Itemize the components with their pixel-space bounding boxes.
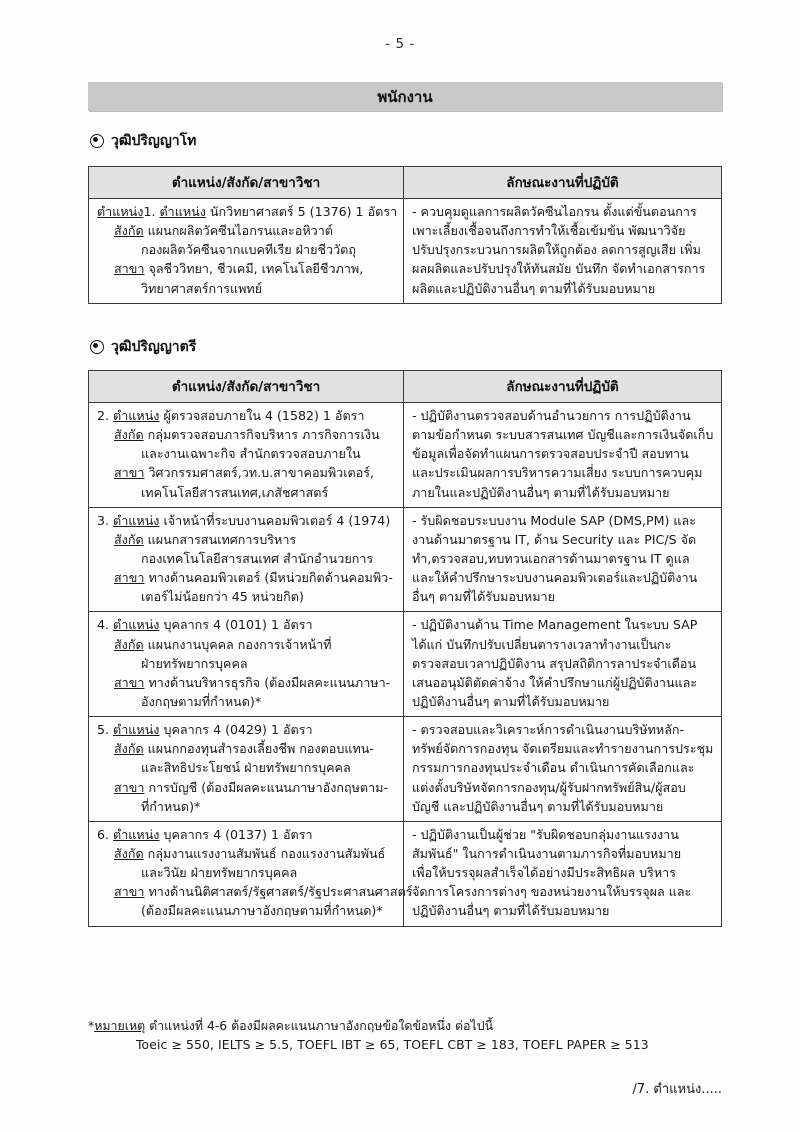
position-line: สาขา ทางด้านคอมพิวเตอร์ (มีหน่วยกิตด้านคอมพิว- bbox=[114, 570, 393, 586]
duty-line: กรรมการกองทุนประจำเดือน ดำเนินการคัดเลือกและ bbox=[412, 760, 695, 776]
duty-line: แต่งตั้งบริษัทจัดการกองทุน/ผู้รับฝากทรัพย์สิน/ผู้สอบ bbox=[412, 779, 686, 795]
cell-duty-details bbox=[404, 821, 722, 926]
position-line: 2. ตำแหน่ง ผู้ตรวจสอบภายใน 4 (1582) 1 อัตรา bbox=[97, 408, 365, 423]
duty-line: ภายในและปฏิบัติงานอื่นๆ ตามที่ได้รับมอบหมาย bbox=[412, 484, 670, 500]
position-line: สังกัด กลุ่มงานแรงงานสัมพันธ์ กองแรงงานสัมพันธ์ bbox=[114, 845, 386, 861]
page-continuation-note: /7. ตำแหน่ง..... bbox=[632, 1082, 722, 1097]
label-position: ตำแหน่ง bbox=[113, 408, 160, 423]
position-line: เตอร์ไม่น้อยกว่า 45 หน่วยกิต) bbox=[141, 589, 304, 605]
label-field: สาขา bbox=[114, 261, 145, 277]
bullet-heading-label: วุฒิปริญญาตรี bbox=[111, 339, 197, 355]
duty-line: ข้อมูลเพื่อจัดทำแผนการตรวจสอบประจำปี สอบทาน bbox=[412, 446, 689, 462]
cell-duty-details bbox=[404, 403, 722, 508]
item-number: 5. bbox=[97, 722, 114, 738]
table-header-row bbox=[89, 167, 722, 199]
duty-line: ได้แก่ บันทึกปรับเปลี่ยนตารางเวลาทำงานเป็นกะ bbox=[412, 636, 672, 652]
footnote-line bbox=[88, 1016, 649, 1035]
label-field: สาขา bbox=[114, 465, 145, 481]
label-field: สาขา bbox=[114, 674, 145, 690]
cell-duty-details bbox=[404, 612, 722, 717]
cell-duty-details bbox=[404, 717, 722, 822]
duty-line: ทรัพย์จัดการกองทุน จัดเตรียมและทำรายงานการประชุม bbox=[412, 741, 714, 757]
table-row bbox=[89, 612, 722, 717]
cell-position-details bbox=[89, 717, 404, 822]
label-position: ตำแหน่ง bbox=[113, 617, 160, 633]
label-affiliation: สังกัด bbox=[114, 531, 144, 547]
position-line: (ต้องมีผลคะแนนภาษาอังกฤษตามที่กำหนด)* bbox=[141, 903, 383, 919]
cell-position-details bbox=[89, 507, 404, 612]
duty-line: ปรับปรุงกระบวนการผลิตให้ถูกต้อง ลดการสูญเสีย เพิ่ม bbox=[412, 242, 701, 258]
position-line: อังกฤษตามที่กำหนด)* bbox=[141, 693, 262, 709]
footnote-marker: * bbox=[88, 1018, 95, 1033]
position-line: สาขา วิศวกรรมศาสตร์,วท.บ.สาขาคอมพิวเตอร์, bbox=[114, 465, 375, 481]
duty-line: - ควบคุมดูแลการผลิตวัคซีนไอกรน ตั้งแต่ขั้นตอนการ bbox=[412, 204, 697, 219]
cell-position-details bbox=[89, 612, 404, 717]
duty-line: และให้คำปรึกษาระบบงานคอมพิวเตอร์และปฏิบัติงาน bbox=[412, 570, 698, 586]
position-line: สาขา การบัญชี (ต้องมีผลคะแนนภาษาอังกฤษตาม- bbox=[114, 779, 389, 795]
bullet-heading-bachelor-degree bbox=[90, 336, 196, 358]
table-row bbox=[89, 717, 722, 822]
duty-line: จัดการโครงการต่างๆ ของหน่วยงานให้บรรจุผล และ bbox=[412, 884, 692, 900]
cell-duty-details bbox=[404, 199, 722, 304]
position-line: และงานเฉพาะกิจ สำนักตรวจสอบภายใน bbox=[141, 446, 361, 462]
footnote-text: ตำแหน่งที่ 4-6 ต้องมีผลคะแนนภาษาอังกฤษข้อใดข้อหนึ่ง ต่อไปนี้ bbox=[145, 1018, 494, 1033]
label-position: ตำแหน่ง bbox=[113, 826, 160, 842]
radio-bullet-icon bbox=[90, 340, 104, 354]
table-row bbox=[89, 403, 722, 508]
table-row bbox=[89, 507, 722, 612]
position-line: ฝ่ายทรัพยากรบุคคล bbox=[141, 655, 248, 671]
position-line: 6. ตำแหน่ง บุคลากร 4 (0137) 1 อัตรา bbox=[97, 826, 313, 842]
bullet-heading-label: วุฒิปริญญาโท bbox=[111, 133, 197, 149]
duty-line: ตรวจสอบเวลาปฏิบัติงาน สรุปสถิติการลาประจำเดือน bbox=[412, 655, 697, 671]
cell-position-details bbox=[89, 403, 404, 508]
duty-line: - รับผิดชอบระบบงาน Module SAP (DMS,PM) และ bbox=[412, 512, 697, 528]
position-line: เทคโนโลยีสารสนเทศ,เภสัชศาสตร์ bbox=[141, 484, 329, 500]
label-affiliation: สังกัด bbox=[114, 636, 144, 652]
duty-line: สัมพันธ์" ในการดำเนินงานตามภารกิจที่มอบหมาย bbox=[412, 845, 682, 861]
label-field: สาขา bbox=[114, 884, 145, 900]
item-number: 3. bbox=[97, 512, 114, 528]
table-master-degree-positions bbox=[88, 166, 722, 304]
item-number: 4. bbox=[97, 617, 114, 633]
field-line-cont: วิทยาศาสตร์การแพทย์ bbox=[141, 280, 263, 296]
column-header-duties: ลักษณะงานที่ปฏิบัติ bbox=[404, 167, 722, 199]
duty-line: - ปฏิบัติงานด้าน Time Management ในระบบ SAP bbox=[412, 617, 698, 633]
affiliation-line-cont: กองผลิตวัคซีนจากแบคทีเรีย ฝ่ายชีววัตถุ bbox=[141, 242, 356, 258]
duty-line: เสนออนุมัติตัดค่าจ้าง ให้คำปรึกษาแก่ผู้ปฏิบัติงานและ bbox=[412, 674, 698, 690]
section-banner-employee bbox=[88, 82, 722, 111]
duty-line: บัญชี และปฏิบัติงานอื่นๆ ตามที่ได้รับมอบหมาย bbox=[412, 798, 664, 814]
label-field: สาขา bbox=[114, 570, 145, 586]
line-text-1: 1. bbox=[143, 204, 160, 219]
label-affiliation: สังกัด bbox=[114, 427, 144, 443]
position-line: ที่กำหนด)* bbox=[141, 798, 201, 814]
label-affiliation: สังกัด bbox=[114, 223, 144, 239]
column-header-duties: ลักษณะงานที่ปฏิบัติ bbox=[404, 371, 722, 403]
position-line: กองเทคโนโลยีสารสนเทศ สำนักอำนวยการ bbox=[141, 550, 374, 566]
position-line: สังกัด กลุ่มตรวจสอบภารกิจบริหาร ภารกิจการเงิน bbox=[114, 427, 380, 443]
duty-line: - ปฏิบัติงานตรวจสอบด้านอำนวยการ การปฏิบัติงาน bbox=[412, 408, 691, 423]
cell-position-details bbox=[89, 821, 413, 926]
position-line: สาขา ทางด้านบริหารธุรกิจ (ต้องมีผลคะแนนภาษา- bbox=[114, 674, 391, 690]
section-banner-title: พนักงาน bbox=[377, 87, 433, 106]
label-position: ตำแหน่ง bbox=[159, 204, 206, 219]
cell-duty-details bbox=[404, 507, 722, 612]
field-line: สาขา จุลชีววิทยา, ชีวเคมี, เทคโนโลยีชีวภาพ, bbox=[114, 261, 364, 277]
position-line: สังกัด แผนกสารสนเทศการบริหาร bbox=[114, 531, 297, 547]
affiliation-line: สังกัด แผนกผลิตวัคซีนไอกรนและอหิวาต์ bbox=[114, 223, 333, 239]
position-line: 4. ตำแหน่ง บุคลากร 4 (0101) 1 อัตรา bbox=[97, 617, 313, 633]
duty-line: ทำ,ตรวจสอบ,ทบทวนเอกสารด้านมาตรฐาน IT ดูแล bbox=[412, 550, 690, 566]
duty-line: ผลผลิตและปรับปรุงให้ทันสมัย บันทึก จัดทำเอกสารการ bbox=[412, 261, 706, 277]
position-line: 3. ตำแหน่ง เจ้าหน้าที่ระบบงานคอมพิวเตอร์ 4 (1974) bbox=[97, 512, 391, 528]
table-header-row bbox=[89, 371, 722, 403]
label-position: ตำแหน่ง bbox=[113, 512, 160, 528]
duty-line: เพื่อให้บรรจุผลสำเร็จได้อย่างมีประสิทธิผล บริหาร bbox=[412, 865, 676, 881]
duty-line: อื่นๆ ตามที่ได้รับมอบหมาย bbox=[412, 589, 555, 605]
page-number: - 5 - bbox=[385, 36, 415, 52]
duty-line: ปฏิบัติงานอื่นๆ ตามที่ได้รับมอบหมาย bbox=[412, 903, 610, 919]
column-header-position: ตำแหน่ง/สังกัด/สาขาวิชา bbox=[89, 371, 404, 403]
duty-line: ตามข้อกำหนด ระบบสารสนเทศ บัญชีและการเงินจัดเก็บ bbox=[412, 427, 714, 443]
position-line: สาขา ทางด้านนิติศาสตร์/รัฐศาสตร์/รัฐประศาสนศาสตร์ bbox=[114, 884, 413, 900]
position-line: สังกัด แผนกกองทุนสำรองเลี้ยงชีพ กองตอบแทน- bbox=[114, 741, 374, 757]
label-affiliation: สังกัด bbox=[114, 845, 144, 861]
bullet-heading-master-degree bbox=[90, 130, 196, 152]
item-number: 6. bbox=[97, 826, 114, 842]
position-line: และสิทธิประโยชน์ ฝ่ายทรัพยากรบุคคล bbox=[141, 760, 351, 776]
table-row bbox=[89, 821, 722, 926]
table-row bbox=[89, 199, 722, 304]
duty-line: - ตรวจสอบและวิเคราะห์การดำเนินงานบริษัทหลัก- bbox=[412, 722, 685, 738]
cell-position-details bbox=[89, 199, 404, 304]
duty-line: ปฏิบัติงานอื่นๆ ตามที่ได้รับมอบหมาย bbox=[412, 693, 610, 709]
duty-line: เพาะเลี้ยงเชื้อจนถึงการทำให้เชื้อเข้มข้น พัฒนาวิจัย bbox=[412, 223, 686, 239]
position-line: 5. ตำแหน่ง บุคลากร 4 (0429) 1 อัตรา bbox=[97, 722, 313, 738]
duty-line: และประเมินผลการบริหารความเสี่ยง ระบบการควบคุม bbox=[412, 465, 703, 481]
footnote-label: หมายเหตุ bbox=[94, 1018, 146, 1033]
position-line: ตำแหน่ง1. ตำแหน่ง นักวิทยาศาสตร์ 5 (1376) 1 อัตรา bbox=[97, 204, 398, 219]
label-position: ตำแหน่ง bbox=[113, 722, 160, 738]
footnote-block bbox=[88, 1016, 649, 1054]
position-line: และวินัย ฝ่ายทรัพยากรบุคคล bbox=[141, 865, 298, 881]
duty-line: - ปฏิบัติงานเป็นผู้ช่วย "รับผิดชอบกลุ่มงานแรงงาน bbox=[412, 826, 679, 842]
duty-line: ผลิตและปฏิบัติงานอื่นๆ ตามที่ได้รับมอบหมาย bbox=[412, 280, 656, 296]
position-line: สังกัด แผนกงานบุคคล กองการเจ้าหน้าที่ bbox=[114, 636, 332, 652]
radio-bullet-icon bbox=[90, 134, 104, 148]
table-bachelor-degree-positions bbox=[88, 370, 722, 927]
label-field: สาขา bbox=[114, 779, 145, 795]
column-header-position: ตำแหน่ง/สังกัด/สาขาวิชา bbox=[89, 167, 404, 199]
item-number: 2. bbox=[97, 408, 114, 423]
label-affiliation: สังกัด bbox=[114, 741, 144, 757]
footnote-scores: Toeic ≥ 550, IELTS ≥ 5.5, TOEFL IBT ≥ 65, TOEFL CBT ≥ 183, TOEFL PAPER ≥ 513 bbox=[136, 1037, 649, 1053]
duty-line: งานด้านมาตรฐาน IT, ด้าน Security และ PIC/S จัด bbox=[412, 531, 697, 547]
